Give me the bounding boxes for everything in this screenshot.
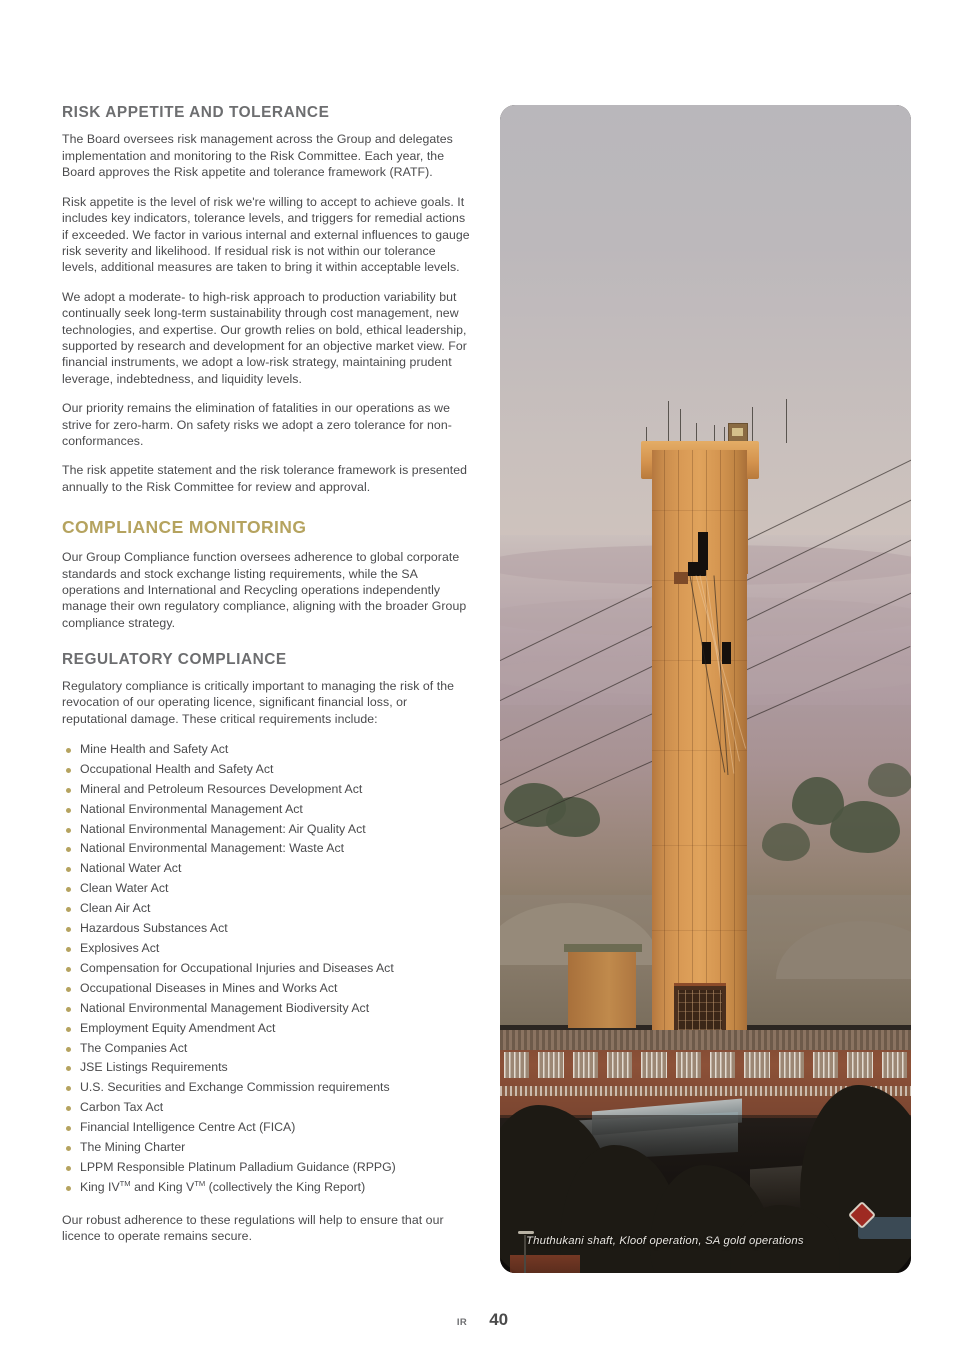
bullet-dot-icon	[66, 947, 71, 952]
list-item-label: Employment Equity Amendment Act	[80, 1020, 276, 1035]
bullet-dot-icon	[66, 1106, 71, 1111]
heading-regulatory-compliance: REGULATORY COMPLIANCE	[62, 651, 287, 669]
photo-mine-shaft-headgear	[500, 105, 911, 1273]
paragraph-risk-1: The Board oversees risk management across the Group and delegates implementation and monitoring to the Risk Committee. Each year, the Board approves the Risk appetite and tolerance framework (RATF).	[62, 132, 453, 180]
photo-outbuilding	[568, 950, 636, 1028]
bullet-dot-icon	[66, 1027, 71, 1032]
page-footer	[0, 1310, 965, 1330]
regulatory-requirements-list	[62, 740, 474, 1198]
list-item	[62, 979, 474, 999]
list-item-label: National Water Act	[80, 861, 182, 876]
photo-antenna	[752, 407, 753, 443]
list-item	[62, 839, 474, 859]
list-item	[62, 800, 474, 820]
list-item-label: Explosives Act	[80, 941, 160, 955]
photo-antenna	[696, 423, 697, 443]
list-item-label: Mineral and Petroleum Resources Development Act	[80, 781, 363, 796]
bullet-dot-icon	[66, 927, 71, 932]
bullet-dot-icon	[66, 887, 71, 892]
paragraph-compliance-1: Our Group Compliance function oversees adherence to global corporate standards and stock exchange listing requirements, while the SA operations and International and Recycling operations independently manage their own regulatory compliance, aligning with the broader Group compliance strategy.	[62, 550, 467, 630]
list-item-label: National Environmental Management: Waste Act	[80, 841, 345, 856]
list-item	[62, 1019, 474, 1039]
list-item-label: National Environmental Management: Air Quality Act	[80, 821, 366, 836]
paragraph-risk-2: Risk appetite is the level of risk we're willing to accept to achieve goals. It includes key indicators, tolerance levels, and triggers for remedial actions if exceeded. We factor in various internal and external influences to gauge risk severity and likelihood. If residual risk is not within our tolerance levels, additional measures are taken to bring it within acceptable levels.	[62, 194, 470, 275]
bullet-dot-icon	[66, 987, 71, 992]
bullet-dot-icon	[66, 808, 71, 813]
list-item-label: Clean Water Act	[80, 881, 169, 896]
photo-antenna	[786, 399, 787, 443]
text-column	[62, 104, 474, 1245]
king-part-2: and King V	[130, 1179, 195, 1194]
list-item	[62, 1078, 474, 1098]
list-item	[62, 999, 474, 1019]
page-number: 40	[489, 1310, 509, 1329]
bullet-dot-icon	[66, 748, 71, 753]
photo-antenna	[680, 409, 681, 443]
bullet-dot-icon	[66, 788, 71, 793]
list-item	[62, 1118, 474, 1138]
list-item-label: JSE Listings Requirements	[80, 1060, 228, 1075]
list-item	[62, 919, 474, 939]
list-item-label: Carbon Tax Act	[80, 1100, 164, 1115]
list-item	[62, 820, 474, 840]
list-item-label: Financial Intelligence Centre Act (FICA)	[80, 1120, 296, 1135]
list-item-label: Mine Health and Safety Act	[80, 741, 229, 756]
paragraph-regulatory-closing: Our robust adherence to these regulations will help to ensure that our licence to operate remains secure.	[62, 1212, 444, 1244]
heading-compliance-monitoring: COMPLIANCE MONITORING	[62, 517, 307, 538]
list-item-label: LPPM Responsible Platinum Palladium Guidance (RPPG)	[80, 1159, 396, 1174]
list-item-king-report	[62, 1178, 474, 1198]
paragraph-regulatory-intro: Regulatory compliance is critically important to managing the risk of the revocation of our operating licence, significant financial loss, or reputational damage. These critical requirements include:	[62, 678, 455, 726]
photo-caption: Thuthukani shaft, Kloof operation, SA gold operations	[526, 1235, 804, 1247]
list-item-label: Hazardous Substances Act	[80, 921, 228, 936]
bullet-dot-icon	[66, 1126, 71, 1131]
list-item	[62, 879, 474, 899]
list-item-label: National Environmental Management Act	[80, 801, 303, 816]
list-item-label: National Environmental Management Biodiversity Act	[80, 1000, 370, 1015]
bullet-dot-icon	[66, 847, 71, 852]
bullet-dot-icon	[66, 828, 71, 833]
bullet-dot-icon	[66, 907, 71, 912]
bullet-dot-icon	[66, 1007, 71, 1012]
list-item-label: The Mining Charter	[80, 1140, 186, 1155]
paragraph-risk-4: Our priority remains the elimination of fatalities in our operations as we strive for zero-harm. On safety risks we adopt a zero tolerance for non-conformances.	[62, 401, 452, 448]
list-item-label: Occupational Health and Safety Act	[80, 761, 274, 776]
bullet-dot-icon	[66, 1166, 71, 1171]
list-item-label: U.S. Securities and Exchange Commission requirements	[80, 1080, 390, 1095]
list-item	[62, 1158, 474, 1178]
trademark-symbol: TM	[119, 1178, 131, 1188]
list-item	[62, 959, 474, 979]
photo-house-roof	[510, 1255, 580, 1273]
list-item	[62, 760, 474, 780]
king-part-3: (collectively the King Report)	[205, 1179, 366, 1194]
photo-shaft-base-structure	[674, 983, 726, 1034]
king-part-1: King IV	[80, 1179, 120, 1194]
photo-artwork	[500, 105, 911, 1273]
bullet-dot-icon	[66, 1186, 71, 1191]
photo-antenna	[668, 401, 669, 443]
bullet-dot-icon	[66, 1146, 71, 1151]
trademark-symbol: TM	[194, 1178, 206, 1188]
list-item	[62, 1138, 474, 1158]
bullet-dot-icon	[66, 1066, 71, 1071]
bullet-dot-icon	[66, 1086, 71, 1091]
list-item	[62, 1039, 474, 1059]
bullet-dot-icon	[66, 867, 71, 872]
list-item-label: Clean Air Act	[80, 901, 151, 916]
footer-report-tag: IR	[456, 1317, 468, 1328]
list-item-label: Occupational Diseases in Mines and Works Act	[80, 980, 338, 995]
paragraph-risk-3: We adopt a moderate- to high-risk approach to production variability but continually seek long-term sustainability through cost management, new technologies, and expertise. Our growth relies on bold, ethical leadership, supported by research and development for an objective market view. For financial instruments, we adopt a low-risk strategy, maintaining prudent leverage, indebtedness, and liquidity levels.	[62, 289, 467, 386]
list-item	[62, 859, 474, 879]
list-item	[62, 740, 474, 760]
bullet-dot-icon	[66, 768, 71, 773]
list-item	[62, 899, 474, 919]
list-item	[62, 780, 474, 800]
list-item-label: The Companies Act	[80, 1040, 188, 1055]
list-item	[62, 1058, 474, 1078]
photo-tower-shaft	[652, 450, 747, 1035]
paragraph-risk-5: The risk appetite statement and the risk tolerance framework is presented annually to the Risk Committee for review and approval.	[62, 463, 468, 494]
bullet-dot-icon	[66, 1047, 71, 1052]
list-item	[62, 939, 474, 959]
list-item-label: Compensation for Occupational Injuries and Diseases Act	[80, 960, 394, 975]
list-item	[62, 1098, 474, 1118]
heading-risk-appetite-and-tolerance: RISK APPETITE AND TOLERANCE	[62, 104, 330, 121]
bullet-dot-icon	[66, 967, 71, 972]
